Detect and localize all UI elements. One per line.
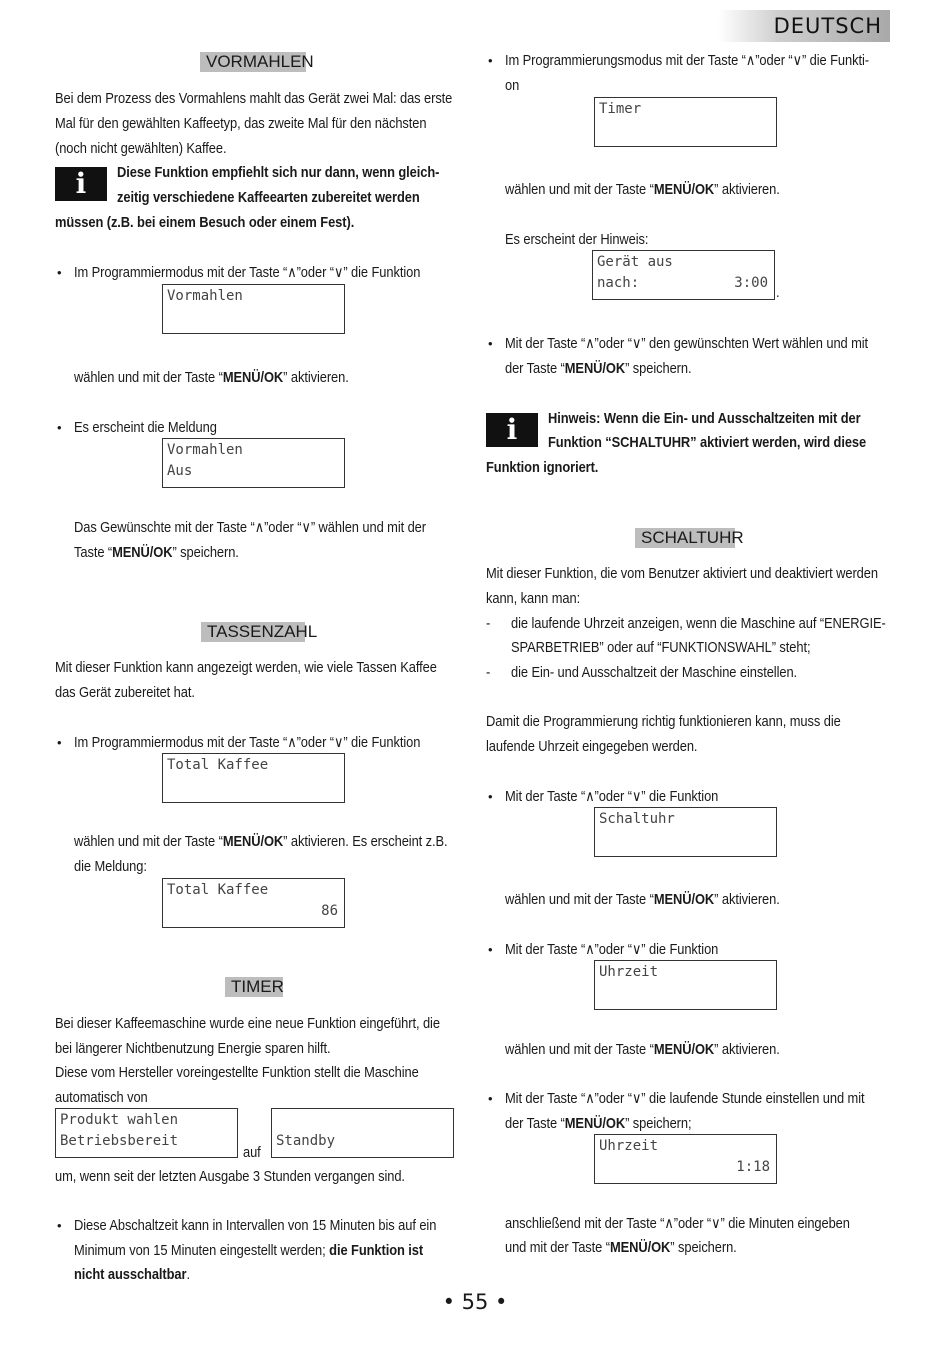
display-vormahlen-aus xyxy=(162,438,345,488)
vormahlen-note-2: zeitig verschiedene Kaffeearten zubereitet werden xyxy=(117,189,420,206)
bullet-dot-icon: • xyxy=(488,53,493,68)
timer-bullet-1a: Diese Abschaltzeit kann in Intervallen von 15 Minuten bis auf ein xyxy=(74,1217,437,1234)
period: . xyxy=(776,284,780,301)
tassenzahl-after-1b: die Meldung: xyxy=(74,858,147,875)
bullet-dot-icon: • xyxy=(488,789,493,804)
timer-bullet-1b: Minimum von 15 Minuten eingestellt werden; die Funktion ist xyxy=(74,1242,424,1259)
display-line-1: Vormahlen xyxy=(167,288,243,304)
vormahlen-after-1: wählen und mit der Taste “MENÜ/OK” aktivieren. xyxy=(74,369,349,386)
display-geraet-aus xyxy=(592,250,775,300)
schaltuhr-bullet-3a: Mit der Taste “∧”oder “∨” die laufende Stunde einstellen und mit xyxy=(505,1090,865,1107)
vormahlen-after-2b: Taste “MENÜ/OK” speichern. xyxy=(74,544,239,561)
vormahlen-intro-1: Bei dem Prozess des Vormahlens mahlt das Gerät zwei Mal: das erste xyxy=(55,90,453,107)
timer-bullet-3b: der Taste “MENÜ/OK” speichern. xyxy=(505,360,692,377)
display-value: 1:18 xyxy=(736,1159,770,1175)
bullet-dot-icon: • xyxy=(57,420,62,435)
display-line-1: Vormahlen xyxy=(167,442,243,458)
section-heading-schaltuhr: SCHALTUHR xyxy=(635,528,735,548)
timer-bullet-2b: on xyxy=(505,77,520,94)
vormahlen-intro-3: (noch nicht gewählten) Kaffee. xyxy=(55,140,227,157)
tassenzahl-intro-1: Mit dieser Funktion kann angezeigt werden, wie viele Tassen Kaffee xyxy=(55,659,437,676)
dash-icon: - xyxy=(486,664,491,681)
vormahlen-note-1: Diese Funktion empfiehlt sich nur dann, wenn gleich- xyxy=(117,164,440,181)
schaltuhr-para2-1: Damit die Programmierung richtig funktionieren kann, muss die xyxy=(486,713,841,730)
timer-after-2: wählen und mit der Taste “MENÜ/OK” aktivieren. xyxy=(505,181,780,198)
timer-intro-1: Bei dieser Kaffeemaschine wurde eine neue Funktion eingeführt, die xyxy=(55,1015,440,1032)
display-uhrzeit-value xyxy=(594,1134,777,1184)
display-line-1: Total Kaffee xyxy=(167,882,269,898)
tassenzahl-after-1a: wählen und mit der Taste “MENÜ/OK” aktivieren. Es erscheint z.B. xyxy=(74,833,448,850)
bullet-dot-icon: • xyxy=(57,1218,62,1233)
section-heading-vormahlen: VORMAHLEN xyxy=(200,52,306,72)
display-line-1: Total Kaffee xyxy=(167,757,269,773)
schaltuhr-dash-1a: die laufende Uhrzeit anzeigen, wenn die Maschine auf “ENERGIE- xyxy=(511,615,886,632)
display-line-2: Aus xyxy=(167,463,193,479)
timer-bullet-2a: Im Programmierungsmodus mit der Taste “∧”oder “∨” die Funkti- xyxy=(505,52,869,69)
bullet-dot-icon: • xyxy=(488,336,493,351)
schaltuhr-after-1: wählen und mit der Taste “MENÜ/OK” aktivieren. xyxy=(505,891,780,908)
display-line-1: Produkt wahlen xyxy=(60,1112,179,1128)
timer-bullet-1c: nicht ausschaltbar. xyxy=(74,1266,190,1283)
display-line-2: Betriebsbereit xyxy=(60,1133,179,1149)
display-standby xyxy=(271,1108,454,1158)
schaltuhr-dash-2: die Ein- und Ausschaltzeit der Maschine einstellen. xyxy=(511,664,798,681)
display-line-1: Uhrzeit xyxy=(599,1138,659,1154)
vormahlen-bullet-2: Es erscheint die Meldung xyxy=(74,419,217,436)
dash-icon: - xyxy=(486,615,491,632)
display-value: 3:00 xyxy=(734,275,768,291)
language-tab xyxy=(718,10,890,42)
info-icon: i xyxy=(55,167,107,201)
display-uhrzeit xyxy=(594,960,777,1010)
page-number: • 55 • xyxy=(442,1290,508,1314)
vormahlen-bullet-1: Im Programmiermodus mit der Taste “∧”oder “∨” die Funktion xyxy=(74,264,421,281)
display-schaltuhr xyxy=(594,807,777,857)
vormahlen-intro-2: Mal für den gewählten Kaffeetyp, das zweite Mal für den nächsten xyxy=(55,115,427,132)
timer-intro-3: Diese vom Hersteller voreingestellte Funktion stellt die Maschine xyxy=(55,1064,419,1081)
display-line-1: Schaltuhr xyxy=(599,811,675,827)
bullet-dot-icon: • xyxy=(57,735,62,750)
timer-intro-4: automatisch von xyxy=(55,1089,148,1106)
timer-note-1: Hinweis: Wenn die Ein- und Ausschaltzeiten mit der xyxy=(548,410,861,427)
schaltuhr-bullet-3b: der Taste “MENÜ/OK” speichern; xyxy=(505,1115,692,1132)
schaltuhr-bullet-1: Mit der Taste “∧”oder “∨” die Funktion xyxy=(505,788,719,805)
schaltuhr-intro-2: kann, kann man: xyxy=(486,590,581,607)
schaltuhr-after-3b: und mit der Taste “MENÜ/OK” speichern. xyxy=(505,1239,737,1256)
schaltuhr-para2-2: laufende Uhrzeit eingegeben werden. xyxy=(486,738,698,755)
display-vormahlen xyxy=(162,284,345,334)
timer-auf-label: auf xyxy=(243,1144,261,1161)
timer-intro-2: bei längerer Nichtbenutzung Energie sparen hilft. xyxy=(55,1040,331,1057)
vormahlen-note-3: müssen (z.B. bei einem Besuch oder einem Fest). xyxy=(55,214,355,231)
tassenzahl-bullet-1: Im Programmiermodus mit der Taste “∧”oder “∨” die Funktion xyxy=(74,734,421,751)
schaltuhr-dash-1b: SPARBETRIEB” oder auf “FUNKTIONSWAHL” steht; xyxy=(511,639,811,656)
timer-note-3: Funktion ignoriert. xyxy=(486,459,599,476)
vormahlen-after-2a: Das Gewünschte mit der Taste “∧”oder “∨” wählen und mit der xyxy=(74,519,426,536)
display-total-kaffee-count xyxy=(162,878,345,928)
tassenzahl-intro-2: das Gerät zubereitet hat. xyxy=(55,684,195,701)
display-line-1: Gerät aus xyxy=(597,254,673,270)
timer-note-2: Funktion “SCHALTUHR” aktiviert werden, wird diese xyxy=(548,434,867,451)
timer-after: um, wenn seit der letzten Ausgabe 3 Stunden vergangen sind. xyxy=(55,1168,405,1185)
section-heading-timer: TIMER xyxy=(225,977,283,997)
display-total-kaffee xyxy=(162,753,345,803)
bullet-dot-icon: • xyxy=(488,1091,493,1106)
timer-bullet-3a: Mit der Taste “∧”oder “∨” den gewünschten Wert wählen und mit xyxy=(505,335,869,352)
display-line-2: nach: xyxy=(597,275,640,291)
display-line-2: Standby xyxy=(276,1133,336,1149)
schaltuhr-bullet-2: Mit der Taste “∧”oder “∨” die Funktion xyxy=(505,941,719,958)
info-icon: i xyxy=(486,413,538,447)
schaltuhr-intro-1: Mit dieser Funktion, die vom Benutzer aktiviert und deaktiviert werden xyxy=(486,565,878,582)
display-line-1: Uhrzeit xyxy=(599,964,659,980)
schaltuhr-after-3a: anschließend mit der Taste “∧”oder “∨” die Minuten eingeben xyxy=(505,1215,850,1232)
section-heading-tassenzahl: TASSENZAHL xyxy=(201,622,305,642)
timer-hint-label: Es erscheint der Hinweis: xyxy=(505,231,649,248)
display-produkt-wahlen xyxy=(55,1108,238,1158)
schaltuhr-after-2: wählen und mit der Taste “MENÜ/OK” aktivieren. xyxy=(505,1041,780,1058)
display-line-1: Timer xyxy=(599,101,642,117)
bullet-dot-icon: • xyxy=(57,265,62,280)
display-value: 86 xyxy=(321,903,338,919)
display-timer xyxy=(594,97,777,147)
bullet-dot-icon: • xyxy=(488,942,493,957)
language-label: DEUTSCH xyxy=(773,14,882,38)
